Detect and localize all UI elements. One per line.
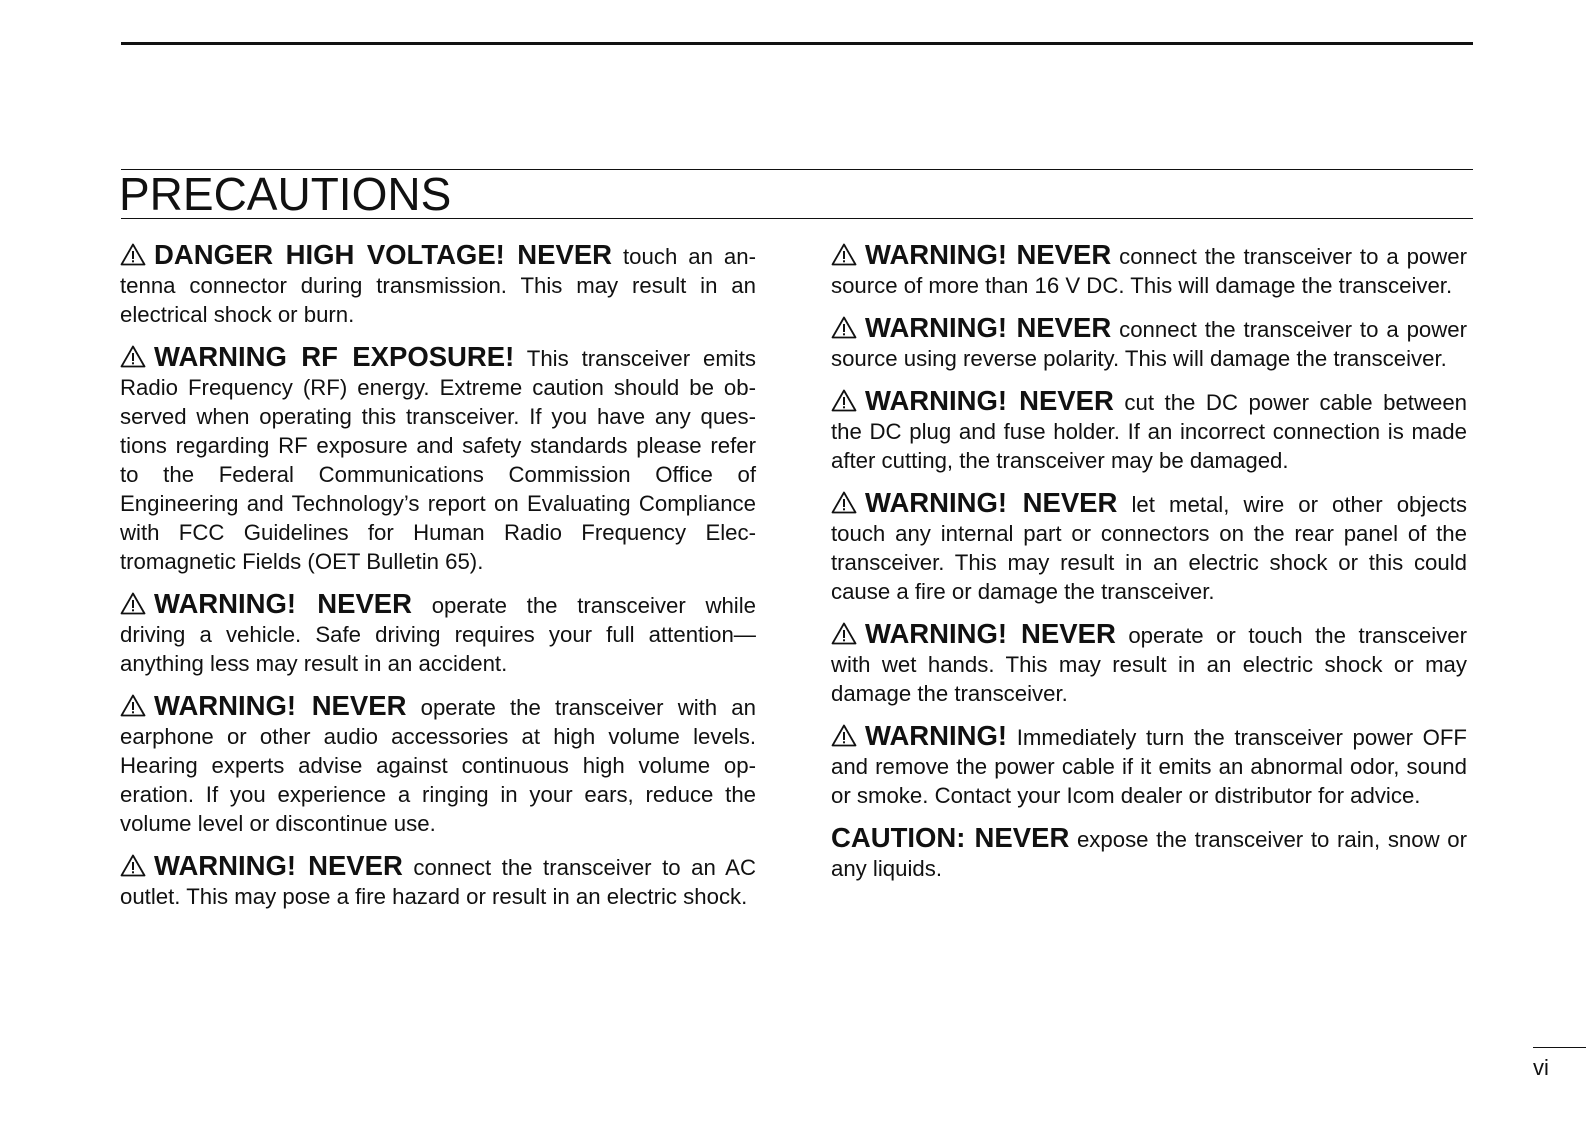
precaution-body: connect the transceiver to a power source using reverse polarity. This will damage the transceiver. xyxy=(831,317,1468,371)
title-rule-bottom xyxy=(121,218,1473,219)
precaution-lead: WARNING! NEVER xyxy=(154,690,407,721)
precaution-item xyxy=(831,240,1467,300)
right-column xyxy=(831,240,1467,896)
page-title: PRECAUTIONS xyxy=(119,168,452,220)
precaution-body: touch an antenna connector during transmission. This may result in an electrical shock or burn. xyxy=(120,244,756,327)
warning-triangle-icon xyxy=(831,491,857,514)
precaution-item xyxy=(831,313,1467,373)
caution-lead: CAUTION: NEVER xyxy=(831,822,1070,853)
precaution-lead: WARNING! NEVER xyxy=(865,312,1112,343)
warning-triangle-icon xyxy=(831,389,857,412)
warning-triangle-icon xyxy=(120,854,146,877)
precaution-item xyxy=(831,386,1467,475)
warning-triangle-icon xyxy=(831,243,857,266)
precaution-item xyxy=(120,851,756,911)
warning-triangle-icon xyxy=(120,694,146,717)
precaution-item xyxy=(831,488,1467,606)
precaution-lead: WARNING! NEVER xyxy=(865,618,1116,649)
precaution-body: operate the transceiver while driving a vehicle. Safe driving requires your full attention—anything less may result in an accident. xyxy=(120,593,756,676)
precaution-item xyxy=(831,721,1467,810)
caution-item xyxy=(831,823,1467,883)
precaution-body: operate or touch the transceiver with wet hands. This may result in an electric shock or may damage the transceiver. xyxy=(831,623,1468,706)
precaution-item xyxy=(120,342,756,576)
precaution-lead: WARNING! NEVER xyxy=(865,385,1114,416)
left-column xyxy=(120,240,756,924)
precaution-lead: WARNING! NEVER xyxy=(865,487,1118,518)
precaution-item xyxy=(831,619,1467,708)
warning-triangle-icon xyxy=(120,243,146,266)
precaution-body: connect the transceiver to a power source of more than 16 V DC. This will damage the transceiver. xyxy=(831,244,1468,298)
precaution-body: operate the transceiver with an earphone or other audio accessories at high volume levels. Hearing experts advise against continuous high volume operation. If you experience a ringing in your ears, reduce the volume level or discontinue use. xyxy=(120,695,756,836)
precaution-body: cut the DC power cable between the DC plug and fuse holder. If an incorrect connection is made after cutting, the transceiver may be damaged. xyxy=(831,390,1467,473)
header-rule xyxy=(121,42,1473,45)
warning-triangle-icon xyxy=(120,345,146,368)
precaution-item xyxy=(120,691,756,838)
caution-body: expose the transceiver to rain, snow or any liquids. xyxy=(831,827,1467,881)
page-number: vi xyxy=(1533,1055,1549,1080)
precaution-lead: DANGER HIGH VOLTAGE! NEVER xyxy=(154,239,613,270)
warning-triangle-icon xyxy=(831,316,857,339)
precaution-lead: WARNING! NEVER xyxy=(154,588,412,619)
precaution-body: connect the transceiver to an AC outlet. This may pose a fire hazard or result in an electric shock. xyxy=(120,855,756,909)
precaution-body: Immediately turn the transceiver power OFF and remove the power cable if it emits an abnormal odor, sound or smoke. Contact your Icom dealer or distributor for advice. xyxy=(831,725,1467,808)
warning-triangle-icon xyxy=(831,724,857,747)
precaution-lead: WARNING! xyxy=(865,720,1008,751)
precaution-lead: WARNING! NEVER xyxy=(154,850,403,881)
precaution-item xyxy=(120,240,756,329)
precaution-body: This transceiver emits Radio Frequency (RF) energy. Extreme caution should be observed when operating this transceiver. If you have any questions regarding RF exposure and safety standards please refer to the Federal Communications Commission Office of Engineering and Technology’s report on Evaluating Compliance with FCC Guidelines for Human Radio Frequency Electromagnetic Fields (OET Bulletin 65). xyxy=(120,346,756,574)
warning-triangle-icon xyxy=(831,622,857,645)
precaution-lead: WARNING RF EXPOSURE! xyxy=(154,341,515,372)
precaution-lead: WARNING! NEVER xyxy=(865,239,1112,270)
page-number-rule xyxy=(1533,1047,1586,1048)
precaution-body: let metal, wire or other objects touch any internal part or connectors on the rear panel of the transceiver. This may result in an electric shock or this could cause a fire or damage the transceiver. xyxy=(831,492,1467,604)
precaution-item xyxy=(120,589,756,678)
warning-triangle-icon xyxy=(120,592,146,615)
